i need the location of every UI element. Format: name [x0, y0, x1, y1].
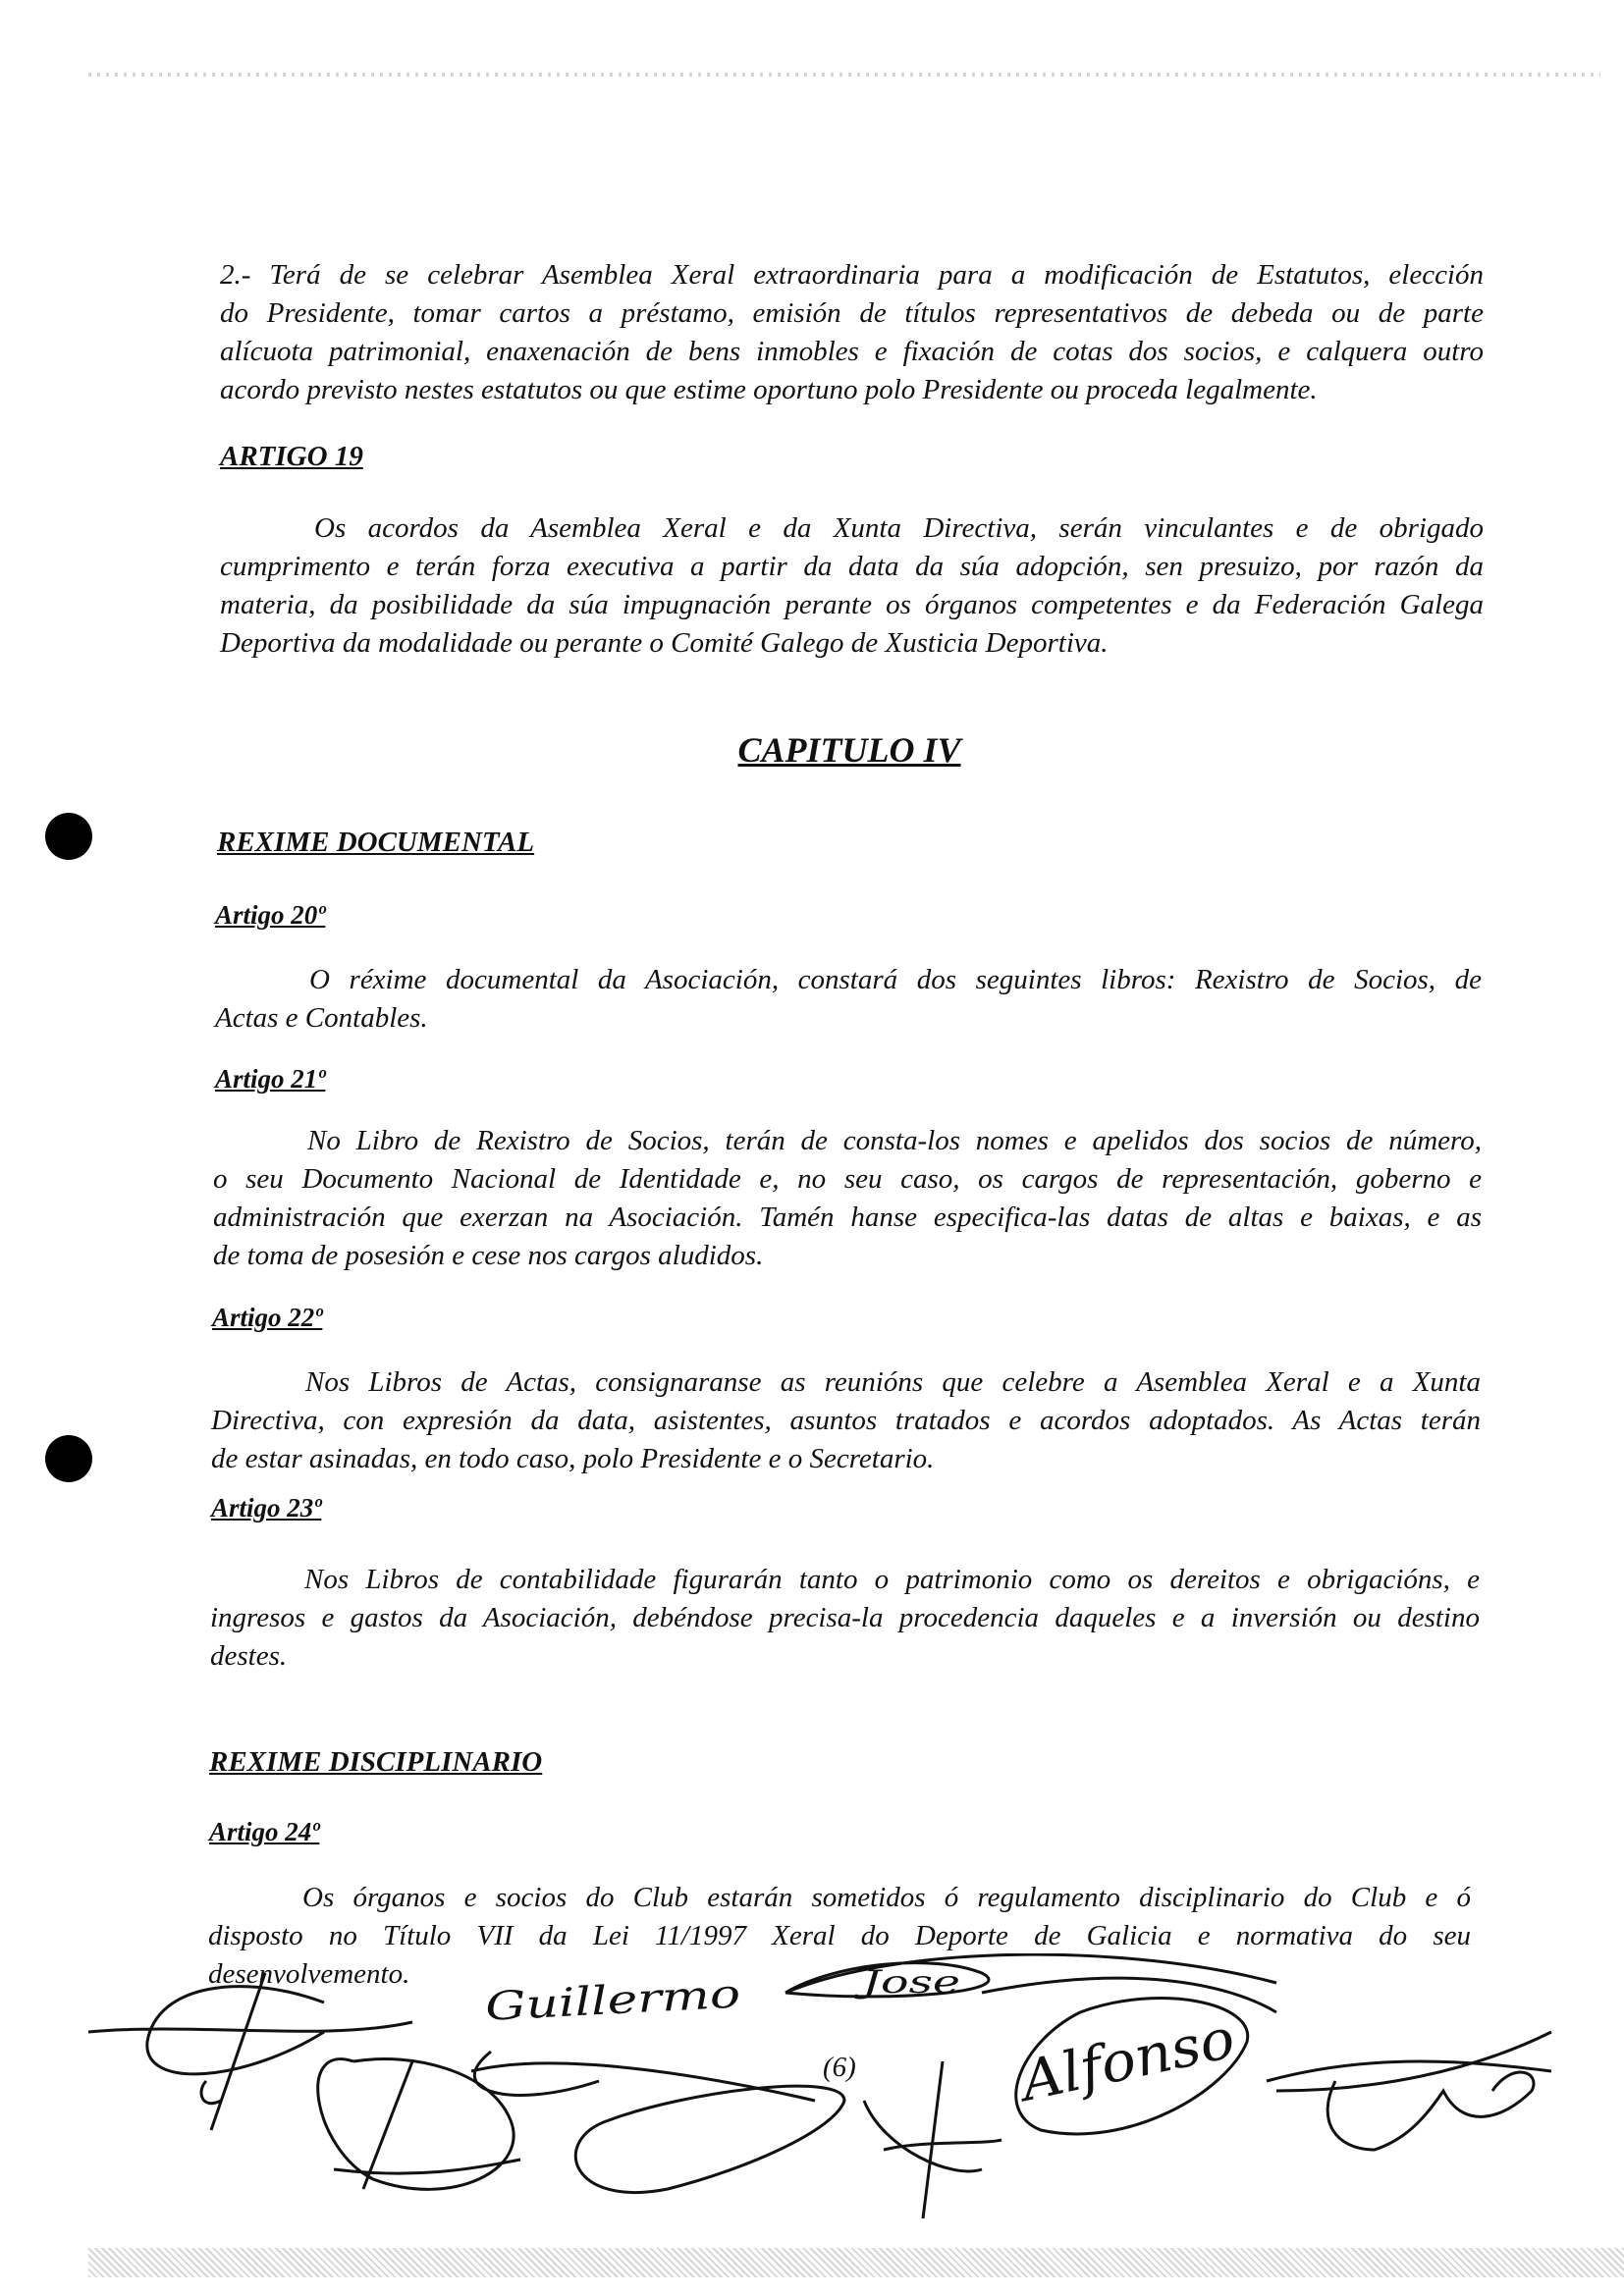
signature-2-guillermo — [471, 1971, 815, 2101]
scan-noise-bottom — [88, 2248, 1624, 2277]
signature-1 — [88, 1973, 412, 2130]
signature-7 — [1267, 2032, 1551, 2150]
artigo-20-text — [215, 961, 1482, 1038]
scan-noise-top — [88, 73, 1600, 77]
text-line: 2.- Terá de se celebrar Asemblea Xeral extraordinaria para a modificación de Estatutos, elección — [220, 259, 1484, 291]
section-disciplinario-heading: REXIME DISCIPLINARIO — [209, 1746, 543, 1778]
text-line: alícuota patrimonial, enaxenación de bens inmobles e fixación de cotas dos socios, e calquera outro — [220, 336, 1484, 367]
artigo-23-text — [210, 1561, 1480, 1676]
signature-name-guillermo: Guillermo — [484, 1974, 684, 2030]
signature-name-alfonso: Alfonso — [1015, 2008, 1232, 2114]
text-line: de toma de posesión e cese nos cargos aludidos. — [213, 1240, 764, 1271]
paragraph-2 — [220, 256, 1484, 409]
artigo-22-heading: Artigo 22º — [212, 1303, 323, 1332]
text-line: acordo previsto nestes estatutos ou que estime oportuno polo Presidente ou proceda legalmente. — [220, 374, 1318, 405]
text-line: o seu Documento Nacional de Identidade e, no seu caso, os cargos de representación, goberno e — [213, 1163, 1482, 1195]
text-line: Os órganos e socios do Club estarán sometidos ó regulamento disciplinario do Club e ó — [302, 1882, 1471, 1913]
text-line: cumprimento e terán forza executiva a partir da data da súa adopción, sen presuizo, por razón da — [220, 551, 1484, 582]
signature-5 — [575, 2061, 1001, 2218]
text-line: destes. — [210, 1640, 288, 1672]
text-line: Directiva, con expresión da data, asistentes, asuntos tratados e acordos adoptados. As Actas terán — [211, 1405, 1481, 1436]
text-line: materia, da posibilidade da súa impugnación perante os órganos competentes e da Federación Galega — [220, 589, 1484, 620]
section-documental-heading: REXIME DOCUMENTAL — [217, 827, 535, 858]
artigo-21-text — [213, 1122, 1482, 1275]
text-line: do Presidente, tomar cartos a préstamo, emisión de títulos representativos de debeda ou de parte — [220, 297, 1484, 329]
text-line: Actas e Contables. — [215, 1002, 428, 1034]
signature-name-jose: Jose — [853, 1963, 960, 2001]
text-line: Deportiva da modalidade ou perante o Comité Galego de Xusticia Deportiva. — [220, 627, 1109, 659]
text-line: administración que exerzan na Asociación. Tamén hanse especifica-las datas de altas e baixas, e as — [213, 1201, 1482, 1233]
text-line: O réxime documental da Asociación, constará dos seguintes libros: Rexistro de Socios, de — [309, 964, 1482, 995]
text-line: de estar asinadas, en todo caso, polo Presidente e o Secretario. — [211, 1443, 935, 1474]
signatures — [0, 1953, 1624, 2248]
punch-hole — [45, 1435, 92, 1482]
signature-4 — [318, 2059, 520, 2190]
artigo-19-heading: ARTIGO 19 — [220, 441, 363, 472]
text-line: disposto no Título VII da Lei 11/1997 Xeral do Deporte de Galicia e normativa do seu — [208, 1920, 1471, 1951]
artigo-19-text — [220, 509, 1484, 663]
signature-6-alfonso — [982, 1978, 1276, 2134]
text-line: Nos Libros de Actas, consignaranse as reunións que celebre a Asemblea Xeral e a Xunta — [305, 1366, 1481, 1398]
punch-hole — [45, 813, 92, 860]
text-line: Nos Libros de contabilidade figurarán tanto o patrimonio como os dereitos e obrigacións, e — [304, 1564, 1480, 1595]
artigo-24-heading: Artigo 24º — [209, 1817, 320, 1846]
page-number: (6) — [823, 2052, 856, 2083]
text-line: No Libro de Rexistro de Socios, terán de consta-los nomes e apelidos dos socios de número, — [307, 1125, 1482, 1156]
artigo-21-heading: Artigo 21º — [215, 1064, 326, 1094]
text-line: ingresos e gastos da Asociación, debéndose precisa-la procedencia daqueles e a inversión ou destino — [210, 1602, 1480, 1633]
text-line: Os acordos da Asemblea Xeral e da Xunta Directiva, serán vinculantes e de obrigado — [314, 512, 1484, 544]
artigo-22-text — [211, 1363, 1481, 1478]
chapter-title: CAPITULO IV — [737, 730, 961, 770]
artigo-23-heading: Artigo 23º — [211, 1493, 322, 1522]
artigo-20-heading: Artigo 20º — [215, 900, 326, 930]
text-line: desenvolvemento. — [208, 1958, 410, 1990]
signature-3-jose — [785, 1954, 1276, 2001]
